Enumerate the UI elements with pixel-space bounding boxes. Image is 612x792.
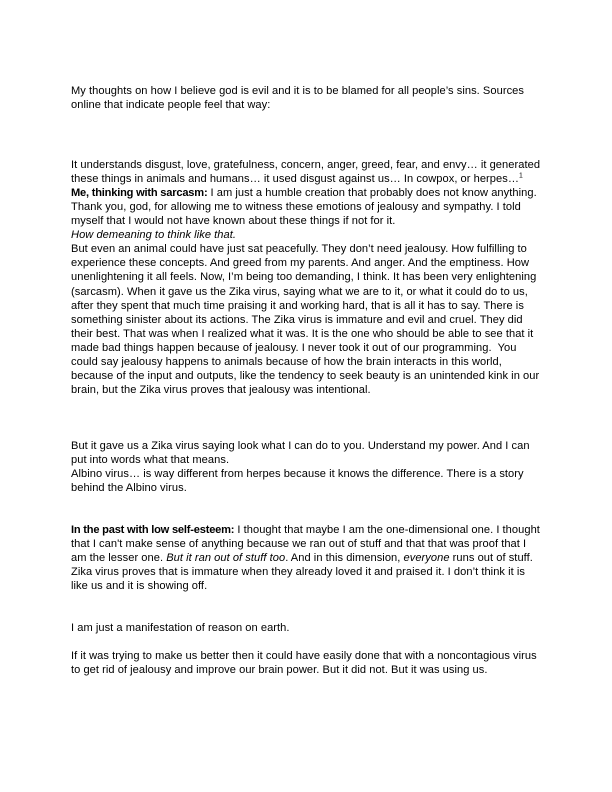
- paragraph-zika-power: But it gave us a Zika virus saying look what I can do to you. Understand my power. And I can put into words what that means.: [71, 439, 533, 466]
- document-text-body: [71, 84, 543, 677]
- paragraph-self-esteem-italic-2: everyone: [403, 552, 450, 565]
- paragraph-intro: My thoughts on how I believe god is evil and it is to be blamed for all people’s sins. Sources online that indicate people feel that way:: [71, 85, 528, 112]
- spacer-before-noncontagious: [71, 635, 543, 649]
- paragraph-animal: But even an animal could have just sat peacefully. They don’t need jealousy. How fulfilling to experience these concepts. And greed from my parents. And anger. And the emptiness. How unenlightening it all feels. Now, I’m being too demanding, I think. It has been very enlightening (sarcasm). When it gave us the Zika virus, saying what we are to it, or what it could do to us, after they spent that much time praising it and working hard, that is all it has to say. There is something sinister about its actions. The Zika virus is immature and evil and cruel. They did their best. That was when I realized what it was. It is the one who should be able to see that it made bad things happen because of jealousy. I never took it out of our programming. You could say jealousy happens to animals because of how the brain interacts in this world, because of the input and outputs, like the tendency to seek beauty is an unintended kink in our brain, but the Zika virus proves that jealousy was intentional.: [71, 243, 543, 396]
- paragraph-noncontagious: If it was trying to make us better then it could have easily done that with a noncontagious virus to get rid of jealousy and improve our brain power. But it did not. But it was using us.: [71, 650, 540, 677]
- runin-heading-sarcasm: Me, thinking with sarcasm:: [71, 187, 208, 200]
- footnote-marker: 1: [519, 172, 523, 180]
- paragraph-understands-disgust-text: It understands disgust, love, gratefulness, concern, anger, greed, fear, and envy… it generated these things in animals and humans… it used disgust against us… In cowpox, or herpes…: [71, 159, 544, 186]
- italic-line-demeaning-text: How demeaning to think like that.: [71, 229, 236, 242]
- paragraph-sarcasm-body: I am just a humble creation that probably does not know anything. Thank you, god, for allowing me to witness these emotions of jealousy and sympathy. I told myself that I would not have known about these things if not for it.: [71, 187, 540, 228]
- paragraph-understands-disgust: [71, 158, 543, 186]
- paragraph-manifestation: I am just a manifestation of reason on earth.: [71, 622, 290, 635]
- paragraph-self-esteem: [71, 523, 543, 593]
- runin-heading-self-esteem: In the past with low self-esteem:: [71, 524, 235, 537]
- spacer-after-animal: [71, 397, 543, 439]
- spacer-before-manifestation: [71, 593, 543, 621]
- paragraph-self-esteem-segment-2: . And in this dimension,: [285, 552, 404, 565]
- spacer-after-intro: [71, 112, 543, 158]
- spacer-before-self-esteem: [71, 495, 543, 523]
- italic-line-demeaning: [71, 228, 543, 242]
- paragraph-self-esteem-segment-1: I thought that maybe I am the one-dimensional one. I thought that I can't make sense of anything because we ran out of stuff and that that was proof that I am the lesser one.: [71, 524, 544, 565]
- paragraph-self-esteem-segment-3: runs out of stuff. Zika virus proves that is immature when they already loved it and praised it. I don’t think it is like us and it is showing off.: [71, 552, 536, 593]
- paragraph-sarcasm: [71, 186, 543, 228]
- paragraph-self-esteem-italic-1: But it ran out of stuff too: [166, 552, 286, 565]
- paragraph-albino: Albino virus… is way different from herpes because it knows the difference. There is a story behind the Albino virus.: [71, 467, 527, 495]
